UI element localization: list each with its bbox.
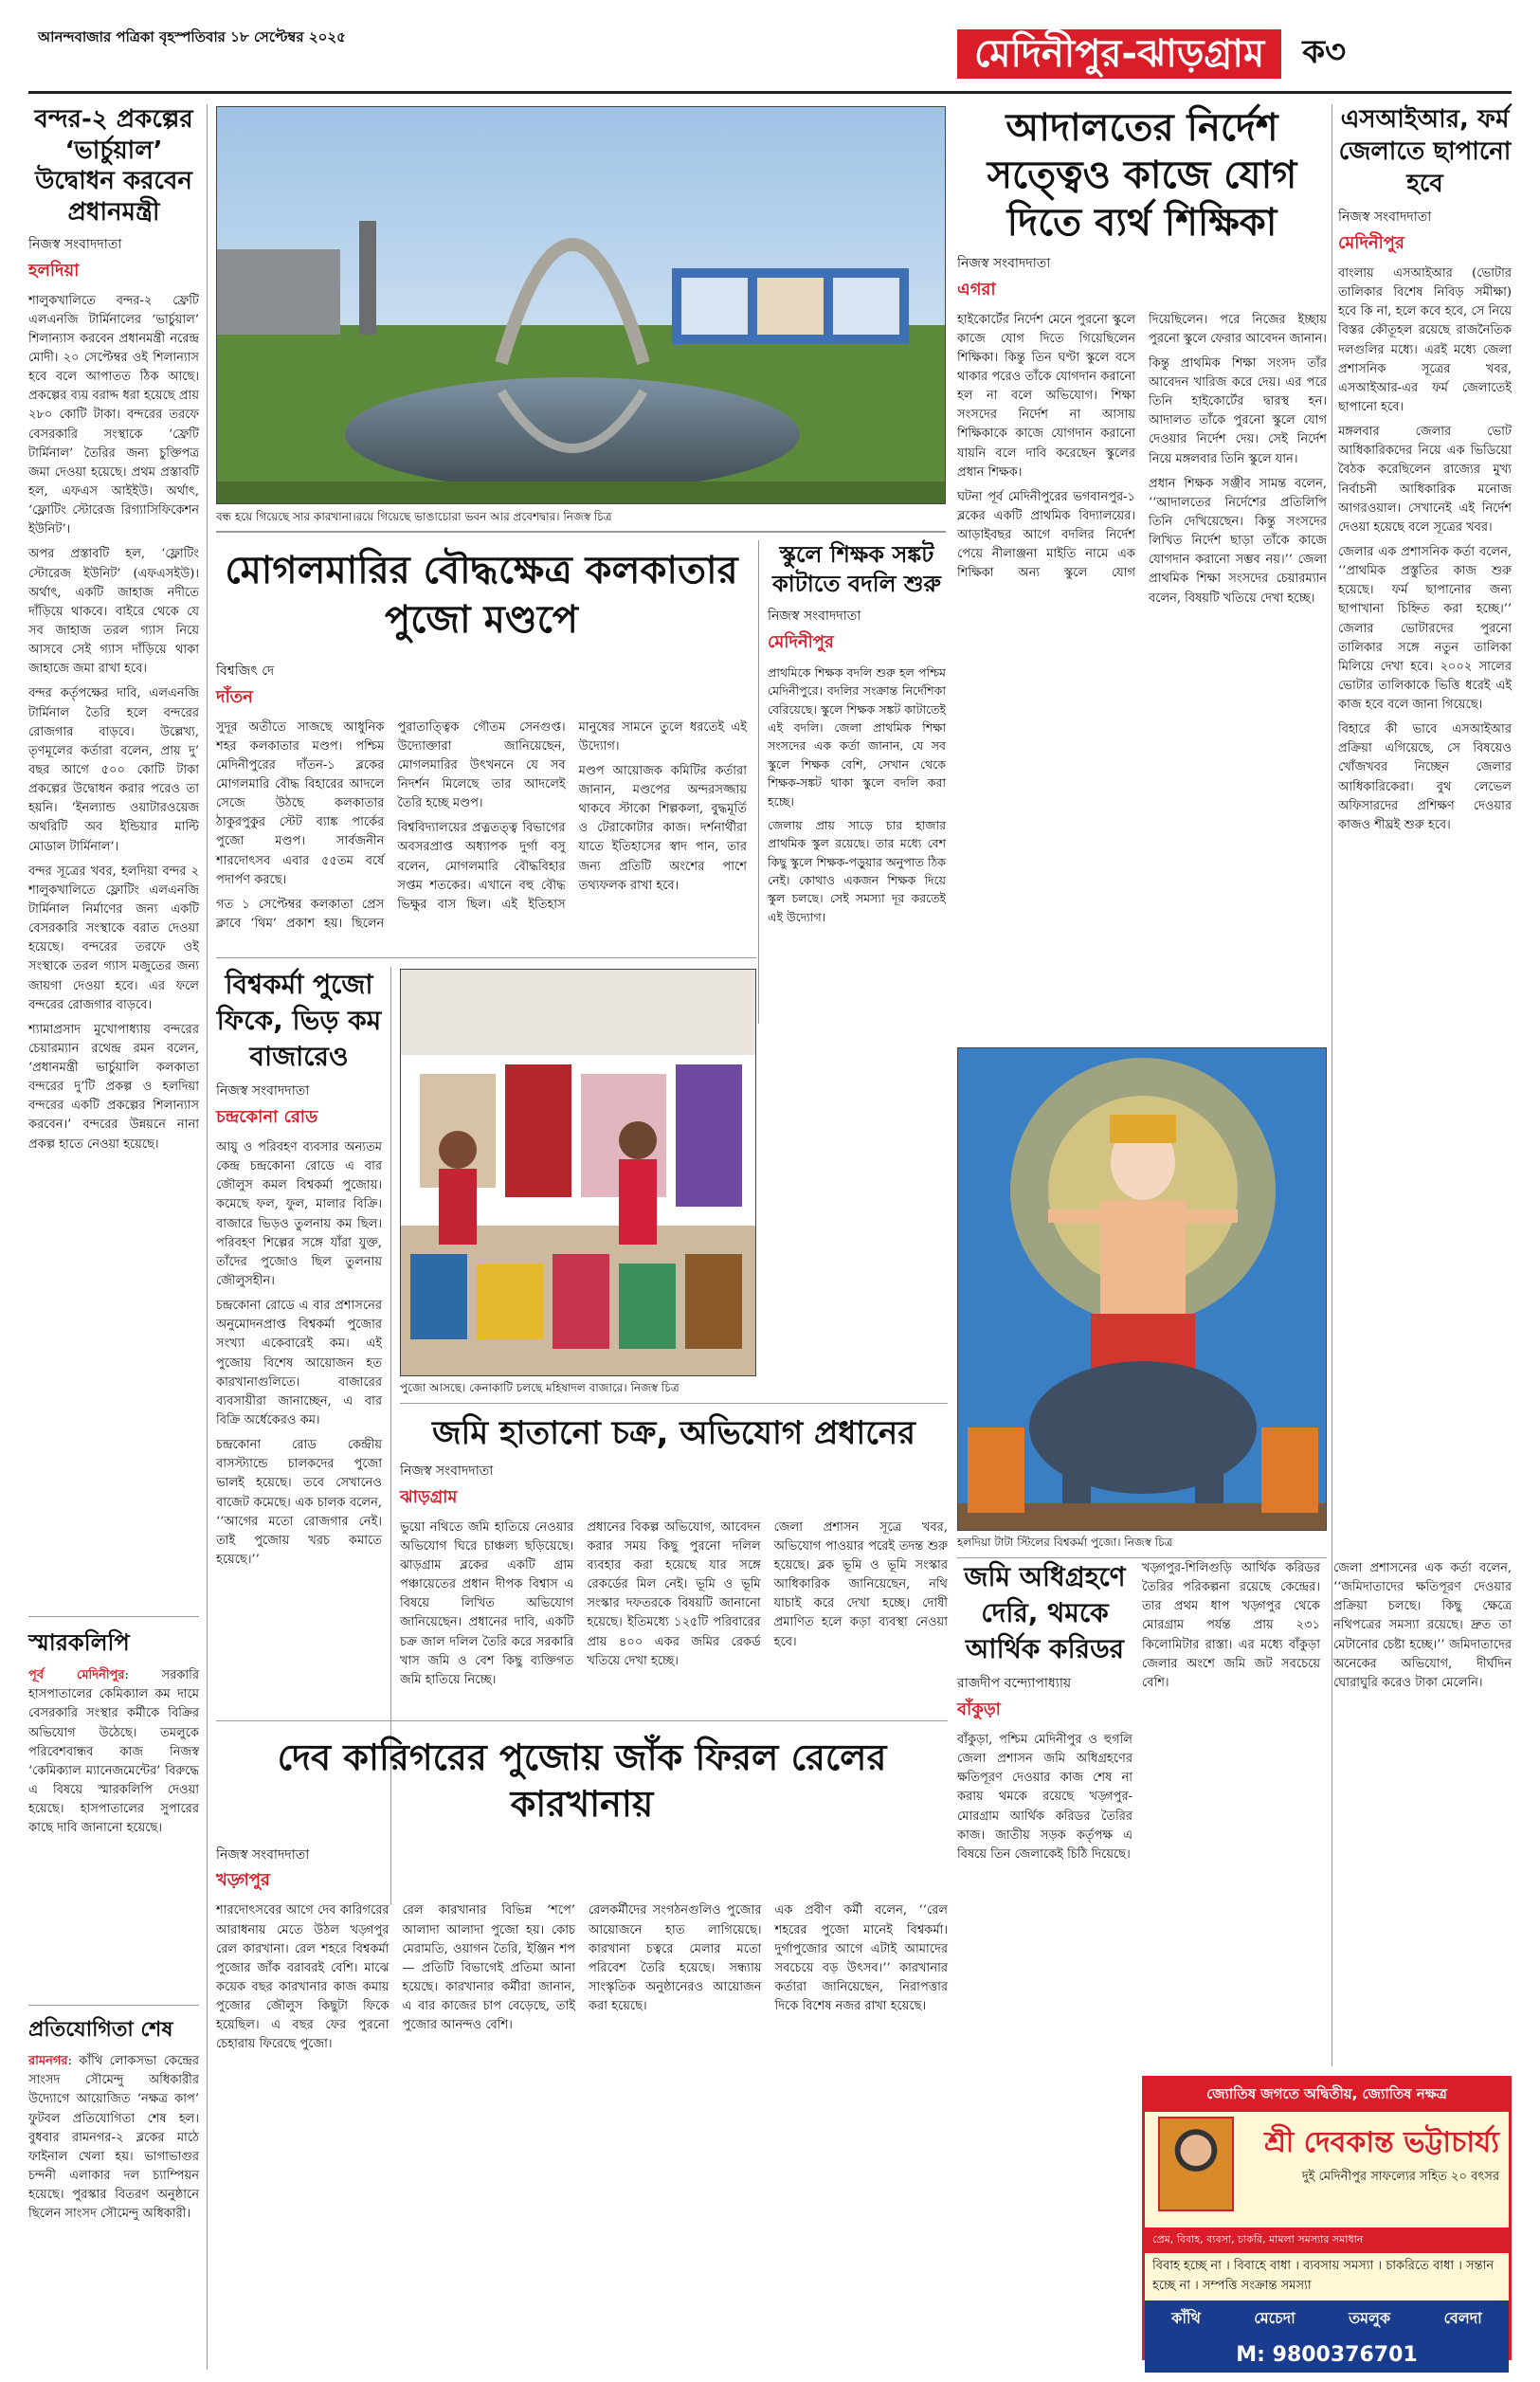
dateline: বাঁকুড়া xyxy=(957,1700,1001,1720)
idol-image xyxy=(958,1048,1327,1531)
dateline: হলদিয়া xyxy=(28,260,80,281)
divider xyxy=(216,1720,948,1721)
paragraph: অপর প্রস্তাবটি হল, ‘ফ্লোটিং স্টোরেজ ইউনিট’ (এফএসইউ)। অর্থাৎ, একটি জাহাজ নদীতে দাঁড়িয়ে থাকবে। বাইরে থেকে যে সব জাহাজ তরল গ্যাস নিয়ে আসবে সেই গ্যাস দাঁড়িয়ে থাকা জাহাজে জমা রাখা হবে। xyxy=(28,547,199,677)
paragraph: প্রাথমিকে শিক্ষক বদলি শুরু হল পশ্চিম মেদিনীপুরে। বদলির সংক্রান্ত নির্দেশিকা বেরিয়েছে। স্কুলে শিক্ষক সঙ্কট কাটাতেই এই বদলি। জেলা প্রাথমিক শিক্ষা সংসদের এক কর্তা জানান, যে সব স্কুলে শিক্ষক বেশি, সেখান থেকে শিক্ষক-সঙ্কট থাকা স্কুলে বদলি করা হচ্ছে। xyxy=(768,664,946,809)
story-rail-headline: দেব কারিগরের পুজোয় জাঁক ফিরল রেলের কারখানায় xyxy=(277,1736,887,1826)
brief-place: রামনগর xyxy=(28,2054,68,2069)
story-corridor xyxy=(957,1559,1132,1870)
market-image xyxy=(401,970,756,1376)
brief-place: পূর্ব মেদিনীপুর xyxy=(28,1668,125,1683)
brief-body: কাঁথি লোকসভা কেন্দ্রের সাংসদ সৌমেন্দু অধিকারীর উদ্যোগে আয়োজিত ‘নক্ষত্র কাপ’ ফুটবল প্রতিযোগিতা শেষ হল। বুধবার রামনগর-২ ব্লকের মাঠে ফাইনাল খেলা হয়। ভাগাভাগুর চন্দনী এলাকার দল চ্যাম্পিয়ন হয়েছে। পুরস্কার বিতরণ অনুষ্ঠানে ছিলেন সাংসদ সৌমেন্দু অধিকারী। xyxy=(28,2054,199,2222)
story-body xyxy=(216,1901,948,2300)
story-body xyxy=(28,292,199,1155)
story-jomi-headline: জমি হাতানো চক্র, অভিযোগ প্রধানের xyxy=(432,1414,915,1452)
divider xyxy=(216,531,946,532)
paragraph: জেলার এক প্রশাসনিক কর্তা বলেন, ‘‘প্রাথমিক প্রস্তুতির কাজ শুরু হয়েছে। ফর্ম ছাপানোর জন্য ছাপাখানা চিহ্নিত করা হচ্ছে।’’ জেলার ভোটারদের পুরনো তালিকার সঙ্গে নতুন তালিকা মিলিয়ে দেখা হবে। ২০০২ সালের ভোটার তালিকাকে ভিত্তি ধরেই এই কাজ হবে বলে জানা গিয়েছে। xyxy=(1338,544,1512,713)
divider xyxy=(28,1616,199,1617)
paragraph: বাঁকুড়া, পশ্চিম মেদিনীপুর ও হুগলি জেলা প্রশাসন জমি অধিগ্রহণের ক্ষতিপূরণ দেওয়ার কাজ শেষ না করায় থমকে রয়েছে খড়্গপুর-মোরগ্রাম আর্থিক করিডর তৈরির কাজ। জাতীয় সড়ক কর্তৃপক্ষ এ বিষয়ে তিন জেলাকেই চিঠি দিয়েছে। xyxy=(957,1732,1132,1862)
byline: নিজস্ব সংবাদদাতা xyxy=(1338,209,1432,226)
brief-title: প্রতিযোগিতা শেষ xyxy=(28,2018,173,2042)
dateline: খড়্গপুর xyxy=(216,1870,270,1891)
story-sir-headline: এসআইআর, ফর্ম জেলাতে ছাপানো হবে xyxy=(1338,105,1512,198)
ad-name: শ্রী দেবকান্ত ভট্টাচার্য্য xyxy=(1264,2126,1499,2159)
story-corridor-cont xyxy=(1142,1559,1512,2062)
byline: নিজস্ব সংবাদদাতা xyxy=(400,1464,494,1480)
story-bandar-headline: বন্দর-২ প্রকল্পের ‘ভার্চুয়াল’ উদ্বোধন করবেন প্রধানমন্ত্রী xyxy=(34,105,193,227)
astrologer-photo-icon xyxy=(1158,2117,1234,2211)
byline: নিজস্ব সংবাদদাতা xyxy=(28,237,122,252)
paragraph: জেলায় প্রায় সাড়ে চার হাজার প্রাথমিক স্কুল রয়েছে। তার মধ্যে বেশ কিছু স্কুলে শিক্ষক-পড়ুয়ার অনুপাত ঠিক নেই। কোথাও একজন শিক্ষক দিয়ে স্কুল চলছে। সেই সমস্যা দূর করতেই এই উদ্যোগ। xyxy=(768,817,946,924)
paragraph: শালুকখালিতে বন্দর-২ ফ্রেটি এলএনজি টার্মিনালের ‘ভার্চুয়াল’ শিলান্যাস করবেন প্রধানমন্ত্রী নরেন্দ্র মোদী। ২০ সেপ্টেম্বর ওই শিলান্যাস হবে বলে আপাতত ঠিক আছে। প্রকল্পের ব্যয় বরাদ্দ ধরা হয়েছে প্রায় ২৮০ কোটি টাকা। বন্দরের তরফে বেসরকারি সংস্থাকে ‘ফ্রেটি টার্মিনাল’ তৈরির জন্য চুক্তিপত্র জমা দেওয়া হয়েছে। প্রথম প্রস্তাবটি হল, এফএস আইইউ। অর্থাৎ, ‘ফ্লোটিং স্টোরেজ রিগ্যাসিফিকেশন ইউনিট’। xyxy=(28,293,199,537)
paragraph: রেল কারখানার বিভিন্ন ‘শপে’ আলাদা আলাদা পুজো হয়। কোচ মেরামতি, ওয়াগন তৈরি, ইঞ্জিন শপ— প্রতিটি বিভাগেই প্রতিমা আনা হয়েছে। কারখানার কর্মীরা জানান, এ বার কাজের চাপ বেড়েছে, তাই পুজোর আনন্দও বেশি। xyxy=(402,1903,575,2033)
ad-city: বেলদা xyxy=(1443,2309,1482,2327)
story-shikshika-headline: আদালতের নির্দেশ সত্ত্বেও কাজে যোগ দিতে ব্যর্থ শিক্ষিকা xyxy=(987,106,1297,245)
brief-body: সরকারি হাসপাতালের কেমিক্যাল কম দামে বেসরকারি সংস্থার কর্মীকে বিক্রির অভিযোগ উঠেছে। তমলুকে পরিবেশবান্ধব কাজ নিজস্ব ‘কেমিক্যাল ম্যানেজমেন্টের’ বিরুদ্ধে এ বিষয়ে স্মারকলিপি দেওয়া হয়েছে। হাসপাতালের সুপারের কাছে দাবি জানানো হয়েছে। xyxy=(28,1668,199,1836)
ad-services: বিবাহ হচ্ছে না । বিবাহে বাধা । ব্যবসায় সমস্যা । চাকরিতে বাধা । সন্তান হচ্ছে না । সম্পত্তি সংক্রান্ত সমস্যা xyxy=(1152,2259,1495,2293)
story-body xyxy=(1338,264,1512,835)
section-header xyxy=(957,21,1469,87)
dateline: চন্দ্রকোনা রোড xyxy=(216,1107,318,1128)
photo-factory-gate xyxy=(216,106,946,504)
paragraph: বাংলায় এসআইআর (ভোটার তালিকার বিশেষ নিবিড় সমীক্ষা) হবে কি না, হলে কবে হবে, সে নিয়ে বিস্তর কৌতূহল রয়েছে রাজনৈতিক দলগুলির মধ্যে। এরই মধ্যে জেলা প্রশাসনিক সূত্রের খবর, এসআইআর-এর ফর্ম জেলাতেই ছাপানো হবে। xyxy=(1338,265,1512,414)
paragraph: জেলা প্রশাসনের এক কর্তা বলেন, ‘‘জমিদাতাদের ক্ষতিপূরণ দেওয়ার প্রক্রিয়া চলছে। কিছু ক্ষেত্রে নথিপত্রের সমস্যা রয়েছে। দ্রুত তা মেটানোর চেষ্টা হচ্ছে।’’ জমিদাতাদের অনেকের অভিযোগ, দীর্ঘদিন ঘোরাঘুরি করেও টাকা মেলেনি। xyxy=(1333,1561,1512,1690)
paragraph: আয়ু ও পরিবহণ ব্যবসার অন্যতম কেন্দ্র চন্দ্রকোনা রোডে এ বার জৌলুস কমল বিশ্বকর্মা পুজোয়। কমেছে ফল, ফুল, মালার বিক্রি। বাজারে ভিড়ও তুলনায় কম ছিল। পরিবহণ শিল্পের সঙ্গে যাঁরা যুক্ত, তাঁদের পুজোও ছিল তুলনায় জৌলুসহীন। xyxy=(216,1139,382,1288)
byline: রাজদীপ বন্দ্যোপাধ্যায় xyxy=(957,1676,1072,1692)
dateline: মেদিনীপুর xyxy=(768,632,834,653)
story-body xyxy=(1142,1559,1512,2062)
ad-phone[interactable]: M: 9800376701 xyxy=(1145,2337,1509,2373)
paragraph: সুদূর অতীতে সাজছে আধুনিক শহর কলকাতার মণ্ডপ। পশ্চিম মেদিনীপুরের দাঁতন-১ ব্লকের মোগলমারি বৌদ্ধ বিহারের আদলে সেজে উঠছে কলকাতার ঠাকুরপুকুর স্টেট ব্যাঙ্ক পার্কের পুজো মণ্ডপ। সার্বজনীন শারদোৎসব এবার ৫৫তম বর্ষে পদার্পণ করছে। xyxy=(216,719,385,887)
ad-city: তমলুক xyxy=(1349,2309,1391,2327)
story-badli xyxy=(768,540,946,932)
divider xyxy=(28,2005,199,2006)
brief-pratiyogita: প্রতিযোগিতা শেষ রামনগর: কাঁথি লোকসভা কেন্দ্রের সাংসদ সৌমেন্দু অধিকারীর উদ্যোগে আয়োজিত ‘নক্ষত্র কাপ’ ফুটবল প্রতিযোগিতা শেষ হল। বুধবার রামনগর-২ ব্লকের মাঠে ফাইনাল খেলা হয়। ভাগাভাগুর চন্দনী এলাকার দল চ্যাম্পিয়ন হয়েছে। পুরস্কার বিতরণ অনুষ্ঠানে ছিলেন সাংসদ সৌমেন্দু অধিকারী। xyxy=(28,2014,199,2224)
paragraph: হাইকোর্টের নির্দেশ মেনে পুরনো স্কুলে কাজে যোগ দিতে গিয়েছিলেন শিক্ষিকা। কিন্তু তিন ঘণ্টা স্কুলে বসে থাকার পরেও তাঁকে যোগদান করানো হল না বলে অভিযোগ। শিক্ষা সংসদের নির্দেশ না আসায় শিক্ষিকাকে কাজে যোগদান করানো যায়নি বলে দাবি করেছেন স্কুলের প্রধান শিক্ষক। xyxy=(957,312,1135,480)
dateline: ঝাড়গ্রাম xyxy=(400,1486,458,1507)
story-body xyxy=(957,1731,1132,1864)
story-vishwakarma xyxy=(216,967,382,1575)
divider xyxy=(400,1403,948,1404)
paragraph: বিহারে কী ভাবে এসআইআর প্রক্রিয়া এগিয়েছে, সে বিষয়েও খোঁজখবর নিচ্ছেন জেলার আধিকারিকেরা। বুথ লেভেল অফিসারদের প্রশিক্ষণ দেওয়ার কাজও শীঘ্রই শুরু হবে। xyxy=(1338,722,1512,832)
photo-caption: হলদিয়া টাটা স্টিলের বিশ্বকর্মা পুজো। নিজস্ব চিত্র xyxy=(957,1531,1327,1558)
column-divider xyxy=(207,104,208,2370)
paragraph: চন্দ্রকোনা রোডে এ বার প্রশাসনের অনুমোদনপ্রাপ্ত বিশ্বকর্মা পুজোর সংখ্যা একেবারেই কম। এই পুজোয় বিশেষ আয়োজন হত কারখানাগুলিতে। বাজারের ব্যবসায়ীরা জানাচ্ছেন, এ বার বিক্রি অর্ধেকেরও কম। xyxy=(216,1299,382,1427)
ad-strip: প্রেম, বিবাহ, ব্যবসা, চাকরি, মামলা সমস্যার সমাধান xyxy=(1145,2227,1509,2253)
ad-topline: জ্যোতিষ জগতে অদ্বিতীয়, জ্যোতিষ নক্ষত্র xyxy=(1145,2079,1509,2112)
byline: নিজস্ব সংবাদদাতা xyxy=(216,1846,310,1863)
masthead-paper-date: আনন্দবাজার পত্রিকা বৃহস্পতিবার ১৮ সেপ্টেম্বর ২০২৫ xyxy=(38,28,346,45)
paragraph: প্রধান শিক্ষক সঞ্জীব সামন্ত বলেন, ‘‘আদালতের নির্দেশের প্রতিলিপি তিনি দেখিয়েছেন। কিন্তু সংসদের লিখিত নির্দেশ ছাড়া তাঁকে কাজে যোগদান করানো সম্ভব নয়।’’ জেলা প্রাথমিক শিক্ষা সংসদের চেয়ারম্যান বলেন, বিষয়টি খতিয়ে দেখা হচ্ছে। xyxy=(1149,476,1327,606)
paragraph: বন্দর কর্তৃপক্ষের দাবি, এলএনজি টার্মিনাল তৈরি হলে বন্দরের রোজগার বাড়বে। উল্লেখ্য, তৃণমূলের কর্তারা বলেন, প্রায় দু’ বছর আগে ৫০০ কোটি টাকা প্রকল্পের উদ্বোধন করার পরেও তা হয়নি। ‘ইনল্যান্ড ওয়াটারওয়েজ অথরিটি অব ইন্ডিয়ার মাল্টি মোডাল টার্মিনাল’। xyxy=(28,686,199,854)
page-number: ক৩ xyxy=(1302,32,1347,71)
ad-cities xyxy=(1145,2300,1509,2337)
paragraph: কিন্তু প্রাথমিক শিক্ষা সংসদ তাঁর আবেদন খারিজ করে দেয়। এর পরে তিনি হাইকোর্টের দ্বারস্থ হন। আদালত তাঁকে পুরনো স্কুলে যোগ দেওয়ার নির্দেশ দেয়। সেই নির্দেশ নিয়ে মঙ্গলবার তিনি স্কুলে যান। xyxy=(1149,355,1327,466)
story-mogalmari-headline: মোগলমারির বৌদ্ধক্ষেত্র কলকাতার পুজো মণ্ডপে xyxy=(225,549,738,642)
dateline: দাঁতন xyxy=(216,686,253,707)
paragraph: রেলকর্মীদের সংগঠনগুলিও পুজোর আয়োজনে হাত লাগিয়েছে। কারখানা চত্বরে মেলার মতো পরিবেশ তৈরি হয়েছে। সন্ধ্যায় সাংস্কৃতিক অনুষ্ঠানেরও আয়োজন করা হয়েছে। xyxy=(589,1903,762,2014)
paragraph: এক প্রবীণ কর্মী বলেন, ‘‘রেল শহরের পুজো মানেই বিশ্বকর্মা। দুর্গাপুজোর আগে এটাই আমাদের সবচেয়ে বড় উৎসব।’’ কারখানার কর্তারা জানিয়েছেন, নিরাপত্তার দিকে বিশেষ নজর রাখা হয়েছে। xyxy=(774,1903,948,2014)
story-body xyxy=(957,311,1327,609)
byline: নিজস্ব সংবাদদাতা xyxy=(216,1083,310,1100)
story-corridor-headline: জমি অধিগ্রহণে দেরি, থমকে আর্থিক করিডর xyxy=(964,1561,1126,1664)
paragraph: ঘটনা পূর্ব মেদিনীপুরের ভগবানপুর-১ ব্লকের একটি প্রাথমিক বিদ্যালয়ের। আড়াইবছর আগে বদলির নির্দেশ পেয়ে নীলাঞ্জনা মাইতি নামে এক শিক্ষিকা অন্য স্কুলে যোগ দিয়েছিলেন। পরে নিজের ইচ্ছায় পুরনো স্কুলে ফেরার আবেদন জানান। xyxy=(957,312,1327,581)
paragraph: গত ১ সেপ্টেম্বর কলকাতা প্রেস ক্লাবে ‘থিম’ প্রকাশ হয়। ছিলেন পুরাতাত্ত্বিক গৌতম সেনগুপ্ত। উদ্যোক্তারা জানিয়েছেন, মোগলমারির উৎখননে যে সব নিদর্শন মিলেছে তার আদলেই তৈরি হচ্ছে মণ্ডপ। xyxy=(216,719,566,931)
story-badli-headline: স্কুলে শিক্ষক সঙ্কট কাটাতে বদলি শুরু xyxy=(772,541,941,598)
ad-city: কাঁথি xyxy=(1171,2309,1201,2327)
dateline: মেদিনীপুর xyxy=(1338,233,1404,254)
ad-subtitle: দুই মেদিনীপুর সাফল্যের সহিত ২০ বৎসর xyxy=(1301,2170,1499,2184)
paragraph: প্রধানের বিকল্প অভিযোগ, আবেদন করার সময় কিছু পুরনো দলিল ব্যবহার করা হয়েছে যার সঙ্গে রেকর্ডের মিল নেই। ভূমি ও ভূমি সংস্কার দফতরকে বিষয়টি জানানো হয়েছে। ইতিমধ্যে ১২৫টি পরিবারের প্রায় ৪০০ একর জমির রেকর্ড খতিয়ে দেখা হচ্ছে। xyxy=(587,1519,761,1668)
story-vishwakarma-headline: বিশ্বকর্মা পুজো ফিকে, ভিড় কম বাজারেও xyxy=(216,969,382,1072)
story-rail xyxy=(216,1735,948,2300)
ad-city: মেচেদা xyxy=(1254,2309,1295,2327)
paragraph: শ্যামাপ্রসাদ মুখোপাধ্যায় বন্দরের চেয়ারম্যান রথেন্দ্র রমন বলেন, ‘প্রধানমন্ত্রী ভার্চুয়ালি কলকাতা বন্দরের দু’টি প্রকল্প ও হলদিয়া বন্দরের একটি প্রকল্পের শিলান্যাস করবেন।’ বন্দরের উন্নয়নে নানা প্রকল্প হাতে নেওয়া হয়েছে। xyxy=(28,1022,199,1152)
astrologer-ad[interactable] xyxy=(1142,2076,1512,2367)
byline: বিশ্বজিৎ দে xyxy=(216,664,275,679)
photo-idol xyxy=(957,1047,1327,1531)
paragraph: ভুয়ো নথিতে জমি হাতিয়ে নেওয়ার অভিযোগ ঘিরে চাঞ্চল্য ছড়িয়েছে। ঝাড়গ্রাম ব্লকের একটি গ্রাম পঞ্চায়েতের প্রধান দীপক বিশ্বাস এ বিষয়ে লিখিত অভিযোগ জানিয়েছেন। প্রধানের দাবি, একটি চক্র জাল দলিল তৈরি করে সরকারি খাস জমি ও বেশ কিছু ব্যক্তিগত জমি হাতিয়ে নিচ্ছে। xyxy=(400,1519,574,1687)
paragraph: বিশ্ববিদ্যালয়ের প্রত্নতত্ত্ব বিভাগের অবসরপ্রাপ্ত অধ্যাপক দুর্গা বসু বলেন, মোগলমারি বৌদ্ধবিহার সপ্তম শতকের। এখানে বহু বৌদ্ধ ভিক্ষুর বাস ছিল। এই ইতিহাস মানুষের সামনে তুলে ধরতেই এই উদ্যোগ। xyxy=(397,719,747,912)
photo-market xyxy=(400,969,756,1376)
paragraph: শারদোৎসবের আগে দেব কারিগরের আরাধনায় মেতে উঠল খড়্গপুর রেল কারখানা। রেল শহরে বিশ্বকর্মা পুজোর জাঁক বরাবরই বেশি। মাঝে কয়েক বছর কারখানার কাজ কমায় পুজোর জৌলুস কিছুটা ফিকে হয়েছিল। এ বছর ফের পুরনো চেহারায় ফিরেছে পুজো। xyxy=(216,1903,390,2052)
photo-caption: বন্ধ হয়ে গিয়েছে সার কারখানা।রয়ে গিয়েছে ভাঙাচোরা ভবন আর প্রবেশদ্বার। নিজস্ব চিত্র xyxy=(216,505,946,533)
story-sir xyxy=(1338,104,1512,841)
paragraph: মঙ্গলবার জেলার ভোট আধিকারিকদের নিয়ে এক ভিডিয়ো বৈঠক করেছিলেন রাজ্যের মুখ্য নির্বাচনী আধিকারিক মনোজ আগরওয়াল। সেখানেই এই নির্দেশ দেওয়া হয়েছে বলে সূত্রের খবর। xyxy=(1338,425,1512,535)
story-bandar xyxy=(28,104,199,1160)
byline: নিজস্ব সংবাদদাতা xyxy=(957,256,1051,271)
paragraph: জেলা প্রশাসন সূত্রে খবর, অভিযোগ পাওয়ার পরেই তদন্ত শুরু হয়েছে। ব্লক ভূমি ও ভূমি সংস্কার আধিকারিক জানিয়েছেন, নথি যাচাই করে দেখা হচ্ছে। দোষী প্রমাণিত হলে কড়া ব্যবস্থা নেওয়া হবে। xyxy=(773,1519,948,1649)
byline: নিজস্ব সংবাদদাতা xyxy=(768,609,861,625)
dateline: এগরা xyxy=(957,279,996,300)
paragraph: খড়্গপুর-শিলিগুড়ি আর্থিক করিডর তৈরির পরিকল্পনা রয়েছে কেন্দ্রের। তার প্রথম ধাপ খড়্গপুর থেকে মোরগ্রাম পর্যন্ত প্রায় ২৩১ কিলোমিটার রাস্তা। এর মধ্যে বাঁকুড়া জেলার অংশে জমি জট সবচেয়ে বেশি। xyxy=(1142,1561,1320,1690)
photo-caption: পুজো আসছে। কেনাকাটি চলছে মহিষাদল বাজারে। নিজস্ব চিত্র xyxy=(400,1376,756,1404)
story-body xyxy=(768,664,946,926)
paragraph: বন্দর সূত্রের খবর, হলদিয়া বন্দর ২ শালুকখালিতে ফ্লোটিং এলএনজি টার্মিনাল নির্মাণের জন্য একটি বেসরকারি সংস্থাকে বরাত দেওয়া হয়েছে। বন্দরের তরফে ওই সংস্থাকে তরল গ্যাস মজুতের জন্য জায়গা দেওয়া হবে। এর ফলে বন্দরের রোজগার বাড়বে। xyxy=(28,864,199,1012)
column-divider xyxy=(758,540,759,1024)
factory-gate-image xyxy=(217,107,946,504)
section-title: মেদিনীপুর-ঝাড়গ্রাম xyxy=(957,29,1281,79)
top-rule xyxy=(28,91,1512,94)
paragraph: মণ্ডপ আয়োজক কমিটির কর্তারা জানান, মণ্ডপের অন্দরসজ্জায় থাকবে স্টাকো শিল্পকলা, বুদ্ধমূর্তি ও টেরাকোটার কাজ। দর্শনার্থীরা যাতে ইতিহাসের স্বাদ পান, তার জন্য প্রতিটি অংশের পাশে তথ্যফলক রাখা হবে। xyxy=(578,763,747,893)
brief-smarakalipi: স্মারকলিপি পূর্ব মেদিনীপুর: সরকারি হাসপাতালের কেমিক্যাল কম দামে বেসরকারি সংস্থার কর্মীকে বিক্রির অভিযোগ উঠেছে। তমলুকে পরিবেশবান্ধব কাজ নিজস্ব ‘কেমিক্যাল ম্যানেজমেন্টের’ বিরুদ্ধে এ বিষয়ে স্মারকলিপি দেওয়া হয়েছে। হাসপাতালের সুপারের কাছে দাবি জানানো হয়েছে। xyxy=(28,1626,199,1838)
divider xyxy=(216,957,756,958)
brief-title: স্মারকলিপি xyxy=(28,1629,130,1656)
story-body xyxy=(216,1138,382,1570)
paragraph: চন্দ্রকোনা রোড কেন্দ্রীয় বাসস্ট্যান্ডে চালকদের পুজো ভালই হয়েছে। তবে সেখানেও বাজেট কমেছে। এক চালক বলেন, ‘‘আগের মতো রোজগার নেই। তাই পুজোয় খরচ কমাতে হয়েছে।’’ xyxy=(216,1438,382,1567)
story-shikshika xyxy=(957,104,1327,609)
